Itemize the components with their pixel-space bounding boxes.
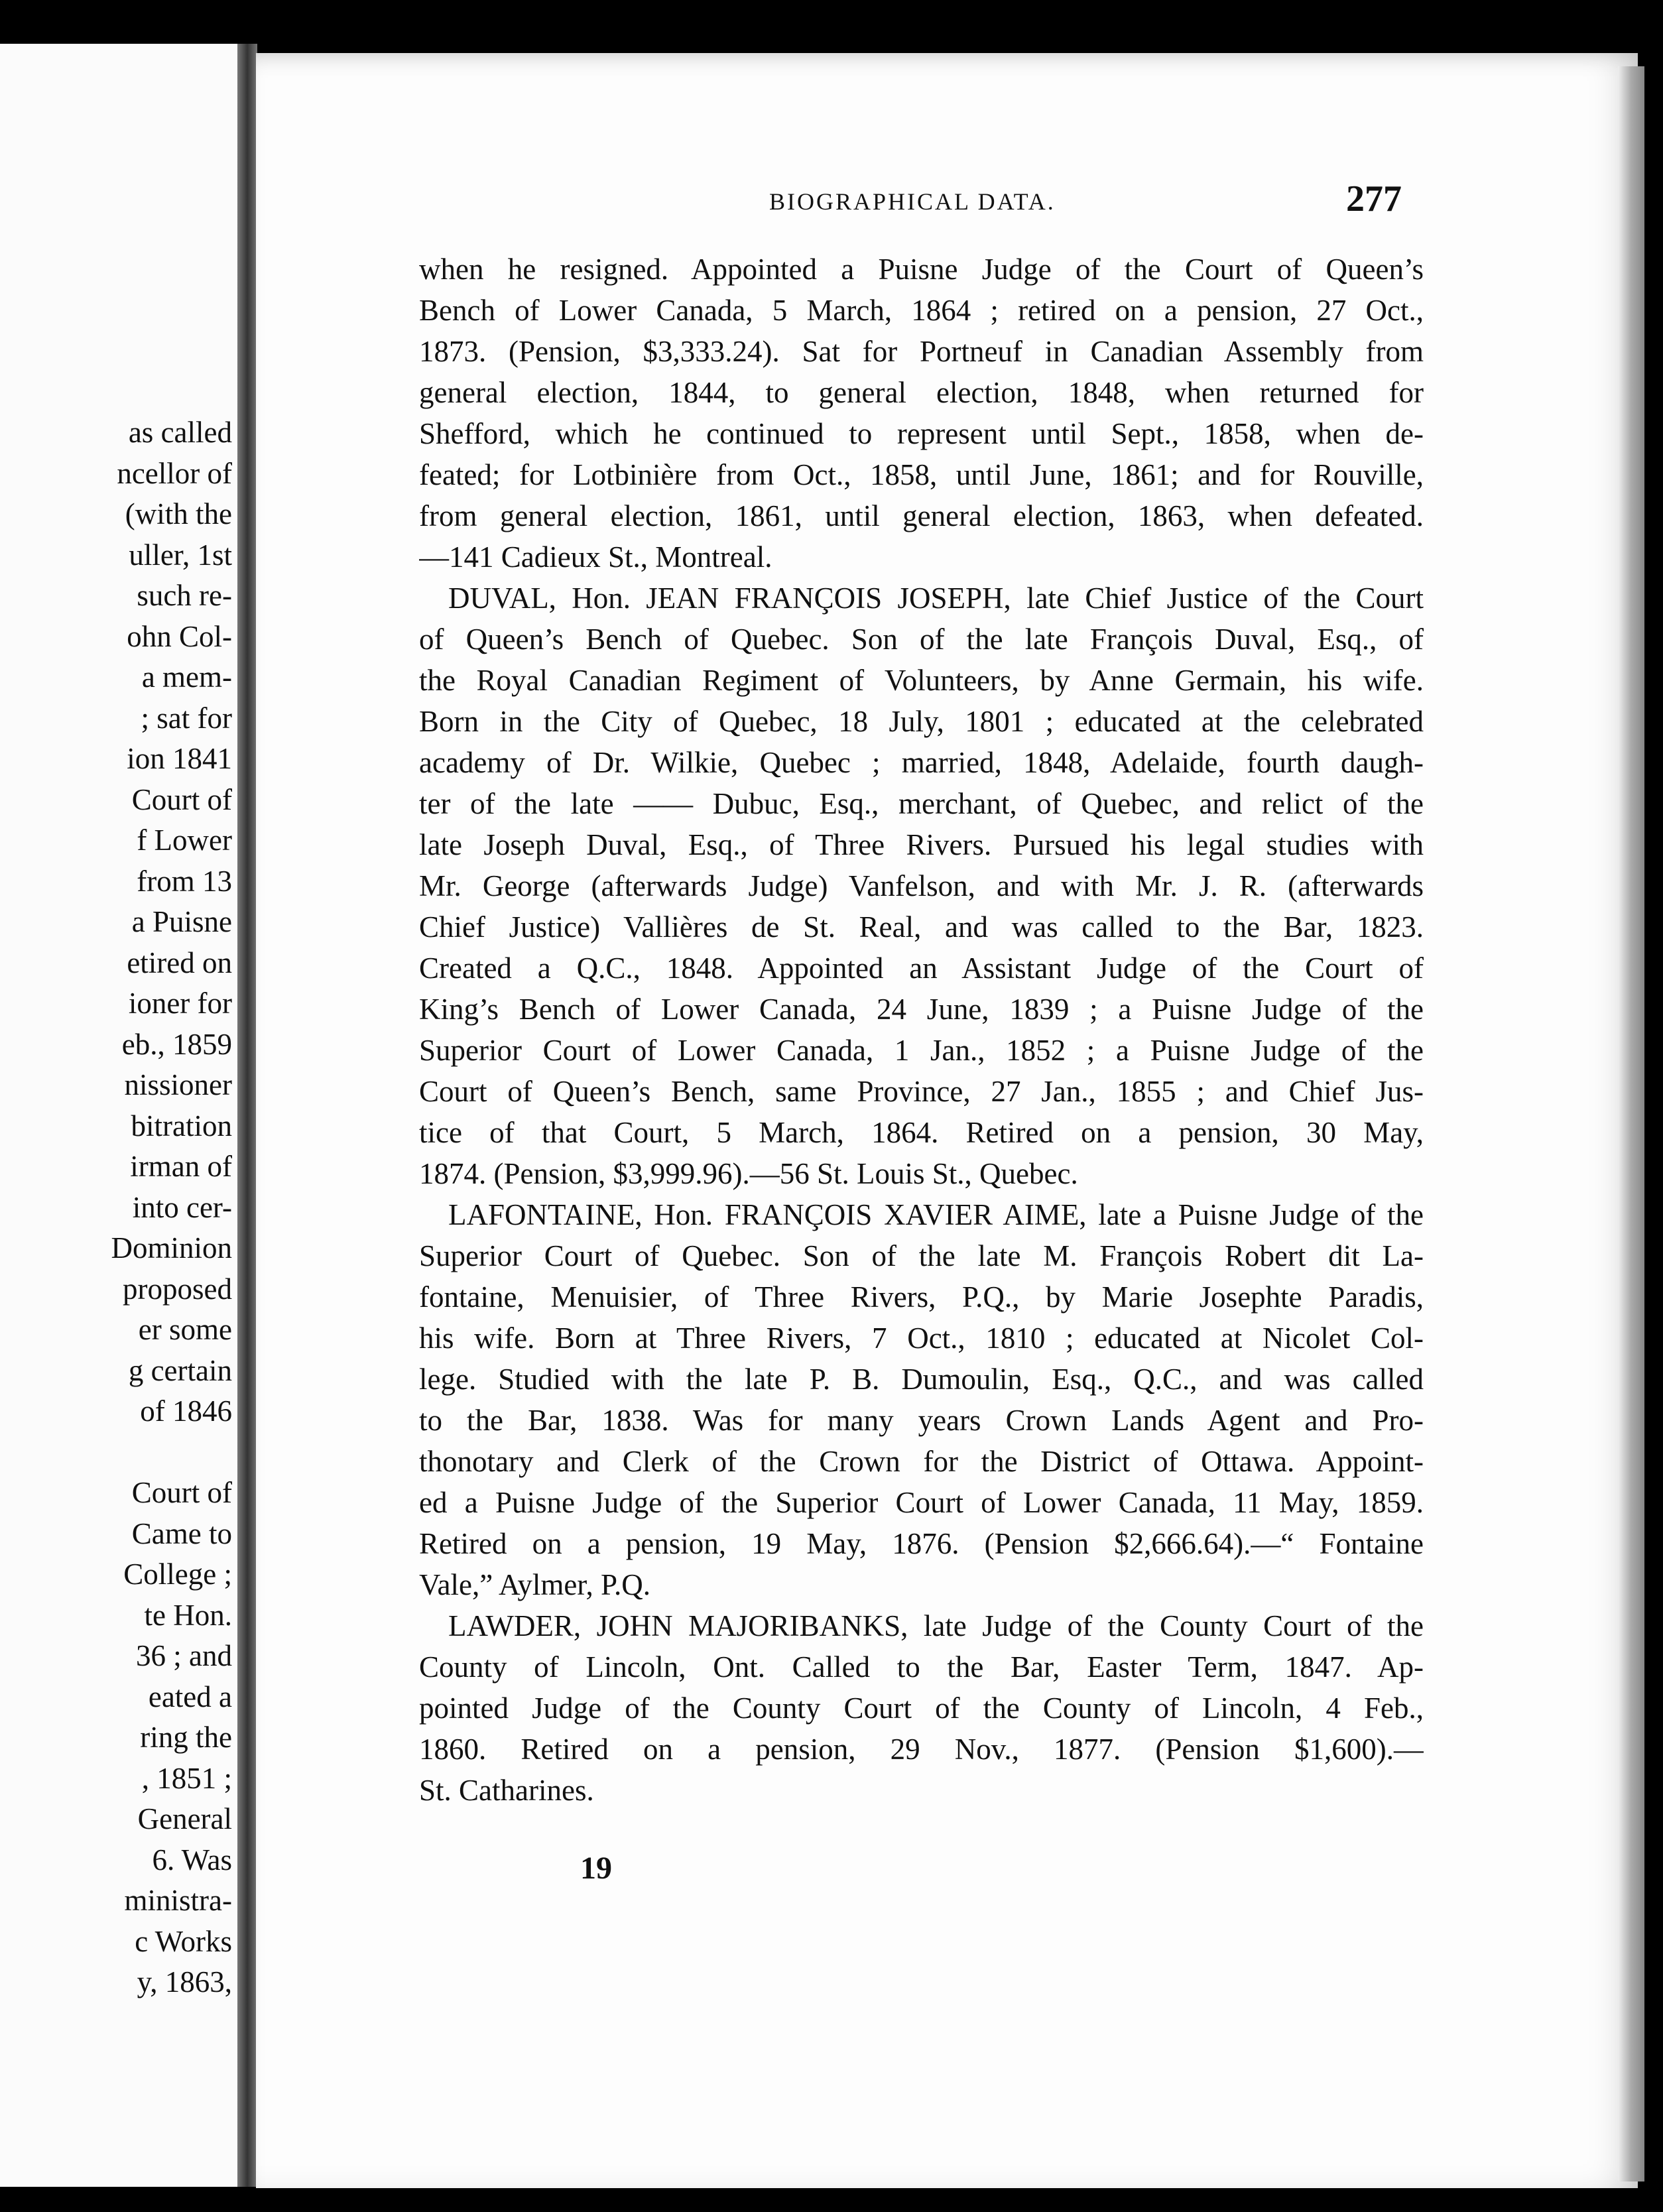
left-page-line: eb., 1859 <box>121 1027 232 1061</box>
left-page-line: such re- <box>137 579 232 612</box>
text-line: from general election, 1861, until general election, 1863, when defeated. <box>419 499 1424 532</box>
left-page-line: General <box>137 1802 232 1835</box>
signature-mark: 19 <box>580 1851 612 1886</box>
text-line: the Royal Canadian Regiment of Volunteers, by Anne Germain, his wife. <box>419 664 1424 697</box>
text-line: late Joseph Duval, Esq., of Three Rivers. Pursued his legal studies with <box>419 828 1424 861</box>
text-line: Retired on a pension, 19 May, 1876. (Pension $2,666.64).—“ Fontaine <box>419 1527 1424 1560</box>
left-page-line: Court of <box>131 1476 232 1509</box>
text-line: County of Lincoln, Ont. Called to the Bar, Easter Term, 1847. Ap- <box>419 1650 1424 1684</box>
text-line: lege. Studied with the late P. B. Dumoulin, Esq., Q.C., and was called <box>419 1363 1424 1396</box>
body-text <box>419 249 1424 1811</box>
text-line: Shefford, which he continued to represent until Sept., 1858, when de- <box>419 417 1424 450</box>
text-line: Superior Court of Lower Canada, 1 Jan., 1852 ; a Puisne Judge of the <box>419 1034 1424 1067</box>
left-page-line: y, 1863, <box>137 1965 232 1998</box>
text-line: thonotary and Clerk of the Crown for the District of Ottawa. Appoint- <box>419 1445 1424 1478</box>
left-page-line: as called <box>128 416 232 449</box>
left-page-line: te Hon. <box>144 1598 232 1632</box>
book-gutter <box>237 44 257 2187</box>
left-page-line: College ; <box>123 1558 232 1591</box>
text-line: to the Bar, 1838. Was for many years Crown Lands Agent and Pro- <box>419 1404 1424 1437</box>
text-line: 1860. Retired on a pension, 29 Nov., 1877. (Pension $1,600).— <box>419 1733 1424 1766</box>
text-line: pointed Judge of the County Court of the County of Lincoln, 4 Feb., <box>419 1691 1424 1725</box>
left-page-line: Court of <box>131 782 232 816</box>
text-line: Mr. George (afterwards Judge) Vanfelson, and with Mr. J. R. (afterwards <box>419 869 1424 902</box>
left-page-line: (with the <box>125 497 232 530</box>
running-head: BIOGRAPHICAL DATA. <box>769 188 1056 215</box>
text-line: academy of Dr. Wilkie, Quebec ; married, 1848, Adelaide, fourth daugh- <box>419 746 1424 779</box>
left-page-line: ohn Col- <box>127 619 232 653</box>
text-line: Vale,” Aylmer, P.Q. <box>419 1568 651 1601</box>
left-page-line: ioner for <box>128 987 232 1020</box>
left-page-line: from 13 <box>137 864 232 898</box>
text-line: LAFONTAINE, Hon. FRANÇOIS XAVIER AIME, late a Puisne Judge of the <box>448 1198 1424 1231</box>
left-page-line: ring the <box>140 1721 232 1754</box>
text-line: 1874. (Pension, $3,999.96).—56 St. Louis St., Quebec. <box>419 1157 1078 1190</box>
page-edge-shadow <box>1618 66 1644 2181</box>
left-page-line: , 1851 ; <box>141 1761 232 1795</box>
text-line: tice of that Court, 5 March, 1864. Retired on a pension, 30 May, <box>419 1116 1424 1149</box>
left-page-line: proposed <box>123 1272 232 1306</box>
left-page-line: eated a <box>148 1680 232 1713</box>
left-page-line: of 1846 <box>140 1394 232 1428</box>
text-line: Bench of Lower Canada, 5 March, 1864 ; retired on a pension, 27 Oct., <box>419 294 1424 327</box>
page-number: 277 <box>1346 178 1402 219</box>
text-line: of Queen’s Bench of Quebec. Son of the late François Duval, Esq., of <box>419 623 1424 656</box>
left-page-line: 6. Was <box>152 1843 232 1876</box>
left-facing-page <box>0 44 239 2187</box>
text-line: King’s Bench of Lower Canada, 24 June, 1839 ; a Puisne Judge of the <box>419 993 1424 1026</box>
left-page-line: a mem- <box>141 660 232 694</box>
left-page-line: 36 ; and <box>136 1639 232 1672</box>
left-page-line: irman of <box>130 1150 232 1183</box>
text-line: LAWDER, JOHN MAJORIBANKS, late Judge of the County Court of the <box>448 1609 1424 1642</box>
left-page-line: bitration <box>131 1109 232 1142</box>
left-page-line: Dominion <box>111 1231 232 1264</box>
text-line: St. Catharines. <box>419 1774 594 1807</box>
left-page-line: ion 1841 <box>127 742 232 775</box>
left-page-line: ministra- <box>124 1884 232 1917</box>
left-page-line: ; sat for <box>141 701 232 735</box>
text-line: Chief Justice) Vallières de St. Real, and was called to the Bar, 1823. <box>419 910 1424 944</box>
left-page-line: c Works <box>135 1924 232 1958</box>
text-line: ter of the late —— Dubuc, Esq., merchant, of Quebec, and relict of the <box>419 787 1424 820</box>
left-page-line: g certain <box>128 1353 232 1387</box>
left-page-line: a Puisne <box>131 905 232 938</box>
text-line: when he resigned. Appointed a Puisne Judge of the Court of Queen’s <box>419 253 1424 286</box>
text-line: Born in the City of Quebec, 18 July, 1801 ; educated at the celebrated <box>419 705 1424 738</box>
text-line: Created a Q.C., 1848. Appointed an Assistant Judge of the Court of <box>419 952 1424 985</box>
text-line: his wife. Born at Three Rivers, 7 Oct., 1810 ; educated at Nicolet Col- <box>419 1321 1424 1355</box>
text-line: Superior Court of Quebec. Son of the late M. François Robert dit La- <box>419 1239 1424 1272</box>
left-page-line: er some <box>138 1313 232 1346</box>
text-line: DUVAL, Hon. JEAN FRANÇOIS JOSEPH, late Chief Justice of the Court <box>448 582 1424 615</box>
text-line: —141 Cadieux St., Montreal. <box>419 540 772 574</box>
text-line: ed a Puisne Judge of the Superior Court of Lower Canada, 11 May, 1859. <box>419 1486 1424 1519</box>
text-line: Court of Queen’s Bench, same Province, 27 Jan., 1855 ; and Chief Jus- <box>419 1075 1424 1108</box>
left-page-line: f Lower <box>137 824 232 857</box>
text-line: 1873. (Pension, $3,333.24). Sat for Portneuf in Canadian Assembly from <box>419 335 1424 368</box>
text-line: feated; for Lotbinière from Oct., 1858, until June, 1861; and for Rouville, <box>419 458 1424 491</box>
left-page-line: nissioner <box>124 1068 232 1101</box>
left-page-line: uller, 1st <box>129 538 232 572</box>
left-page-line: Came to <box>131 1516 232 1550</box>
text-line: fontaine, Menuisier, of Three Rivers, P.Q., by Marie Josephte Paradis, <box>419 1280 1424 1314</box>
left-page-line: into cer- <box>132 1190 232 1224</box>
left-page-line: etired on <box>127 946 232 979</box>
text-line: general election, 1844, to general election, 1848, when returned for <box>419 376 1424 409</box>
left-page-line: ncellor of <box>117 456 232 490</box>
